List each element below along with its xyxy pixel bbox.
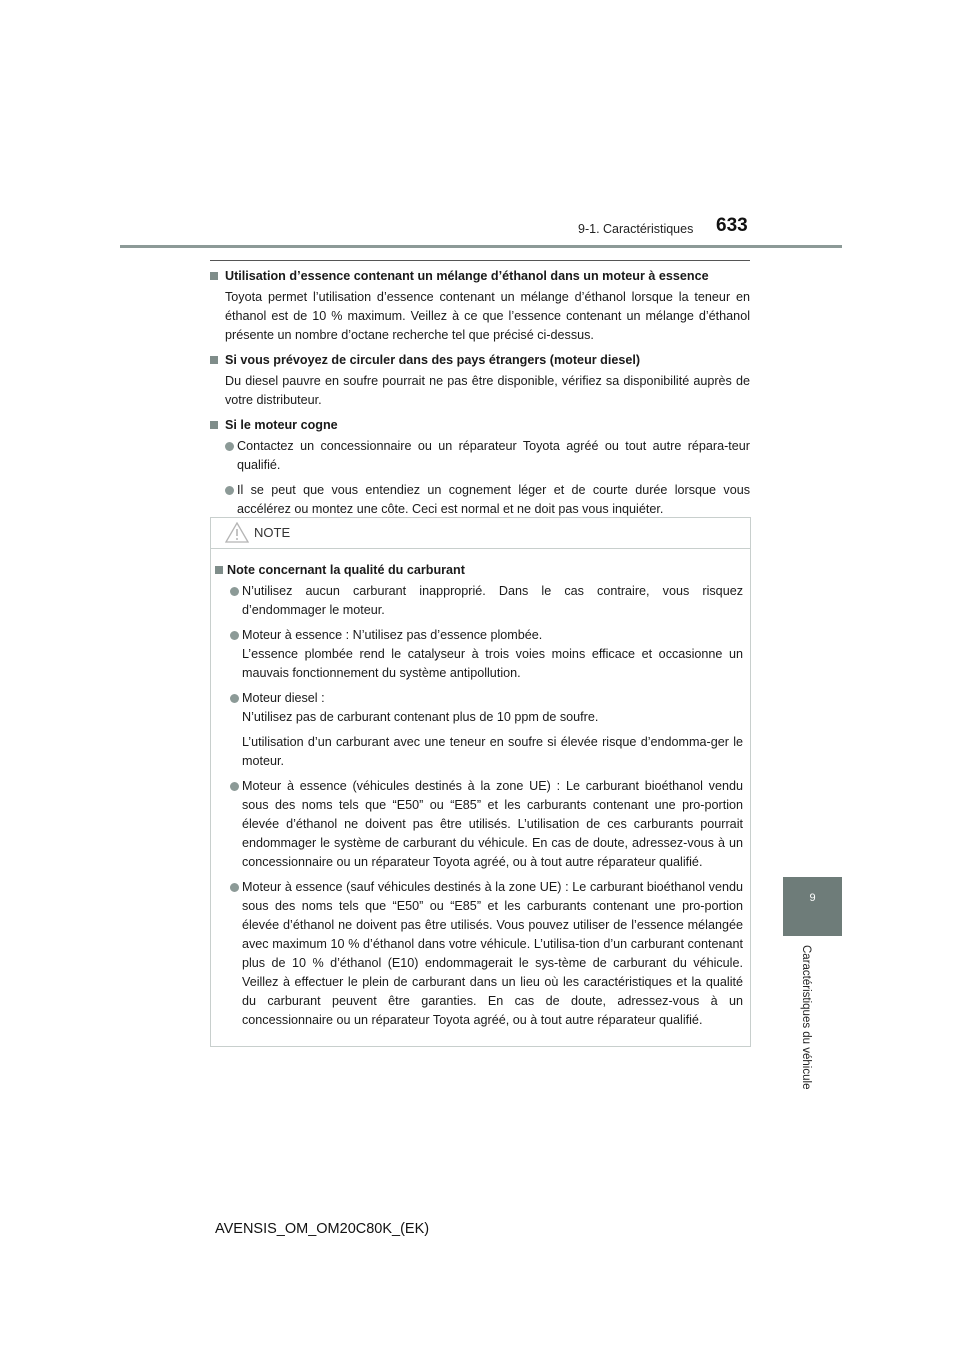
circle-bullet-icon [225, 486, 234, 495]
chapter-tab [783, 877, 842, 936]
list-item: Moteur à essence (véhicules destinés à la zone UE) : Le carburant bioéthanol vendu sous des noms tels que “E50” ou “E85” et les carburants contenant une pro-portion élevée d’éthanol ne doivent pas être utilisés. L’utilisation de ces carburants pourrait endommager le système de carburant du véhicule. En cas de doute, adressez-vous à un concessionnaire ou un réparateur Toyota agréé, ou à tout autre réparateur qualifié. [230, 777, 743, 872]
section-ethanol [210, 267, 750, 345]
section-text: Toyota permet l’utilisation d’essence contenant un mélange d’éthanol lorsque la teneur en éthanol est de 10 % maximum. Veillez à ce que l’essence contenant un mélange d’éthanol présente un nombre d’octane recherche tel que précisé ci-dessus. [225, 290, 750, 342]
circle-bullet-icon [230, 631, 239, 640]
square-bullet-icon [210, 356, 218, 364]
list-item: N’utilisez aucun carburant inapproprié. Dans le cas contraire, vous risquez d’endommager le moteur. [230, 582, 743, 620]
section-foreign-travel [210, 351, 750, 410]
note-box [210, 517, 751, 1047]
section-heading: Si vous prévoyez de circuler dans des pays étrangers (moteur diesel) [225, 353, 641, 367]
list-item: Moteur à essence : N’utilisez pas d’essence plombée. L’essence plombée rend le catalyseur à trois voies moins efficace et occasionne un mauvais fonctionnement du système antipollution. [230, 626, 743, 683]
section-engine-knock [210, 416, 750, 519]
square-bullet-icon [215, 566, 223, 574]
list-item: Il se peut que vous entendiez un cognement léger et de courte durée lorsque vous accélérez ou montez une côte. Ceci est normal et ne doit pas vous inquiéter. [225, 481, 750, 519]
list-item: Moteur à essence (sauf véhicules destinés à la zone UE) : Le carburant bioéthanol vendu sous des noms tels que “E50” ou “E85” et les carburants contenant une pro-portion élevée d’éthanol ne doivent pas être utilisés. Vous pouvez utiliser de l’essence mélangée avec maximum 10 % d’éthanol dans votre véhicule. L’utilisa-tion d’un carburant contenant plus de 10 % d’éthanol (E10) endommagerait le sys-tème de carburant du véhicule. Veillez à effectuer le plein de carburant dans un lieu où les caractéristiques et la qualité du carburant peuvent être garanties. En cas de doute, adressez-vous à un concessionnaire ou un réparateur Toyota agréé, ou à tout autre réparateur qualifié. [230, 878, 743, 1030]
note-body [211, 549, 750, 1030]
main-content [210, 267, 750, 525]
square-bullet-icon [210, 421, 218, 429]
list-item: Contactez un concessionnaire ou un réparateur Toyota agréé ou tout autre répara-teur qualifié. [225, 437, 750, 475]
circle-bullet-icon [230, 694, 239, 703]
circle-bullet-icon [225, 442, 234, 451]
section-text: Du diesel pauvre en soufre pourrait ne pas être disponible, vérifiez sa disponibilité auprès de votre distributeur. [225, 374, 750, 407]
document-code: AVENSIS_OM_OM20C80K_(EK) [215, 1221, 430, 1237]
section-heading: Utilisation d’essence contenant un mélange d’éthanol dans un moteur à essence [225, 269, 709, 283]
note-label: NOTE [254, 525, 291, 540]
header-divider [120, 245, 842, 248]
section-title: 9-1. Caractéristiques [578, 222, 694, 236]
square-bullet-icon [210, 272, 218, 280]
circle-bullet-icon [230, 782, 239, 791]
circle-bullet-icon [230, 883, 239, 892]
note-header [211, 518, 750, 549]
warning-triangle-icon [225, 522, 249, 543]
chapter-title-vertical: Caractéristiques du véhicule [800, 945, 812, 1090]
page-number: 633 [716, 215, 748, 236]
content-divider [210, 260, 750, 261]
circle-bullet-icon [230, 587, 239, 596]
chapter-number: 9 [809, 892, 816, 904]
list-item: Moteur diesel : N’utilisez pas de carburant contenant plus de 10 ppm de soufre. L’utilisation d’un carburant avec une teneur en soufre si élevée risque d’endomma-ger le moteur. [230, 689, 743, 771]
note-heading: Note concernant la qualité du carburant [227, 563, 465, 577]
section-heading: Si le moteur cogne [225, 418, 338, 432]
